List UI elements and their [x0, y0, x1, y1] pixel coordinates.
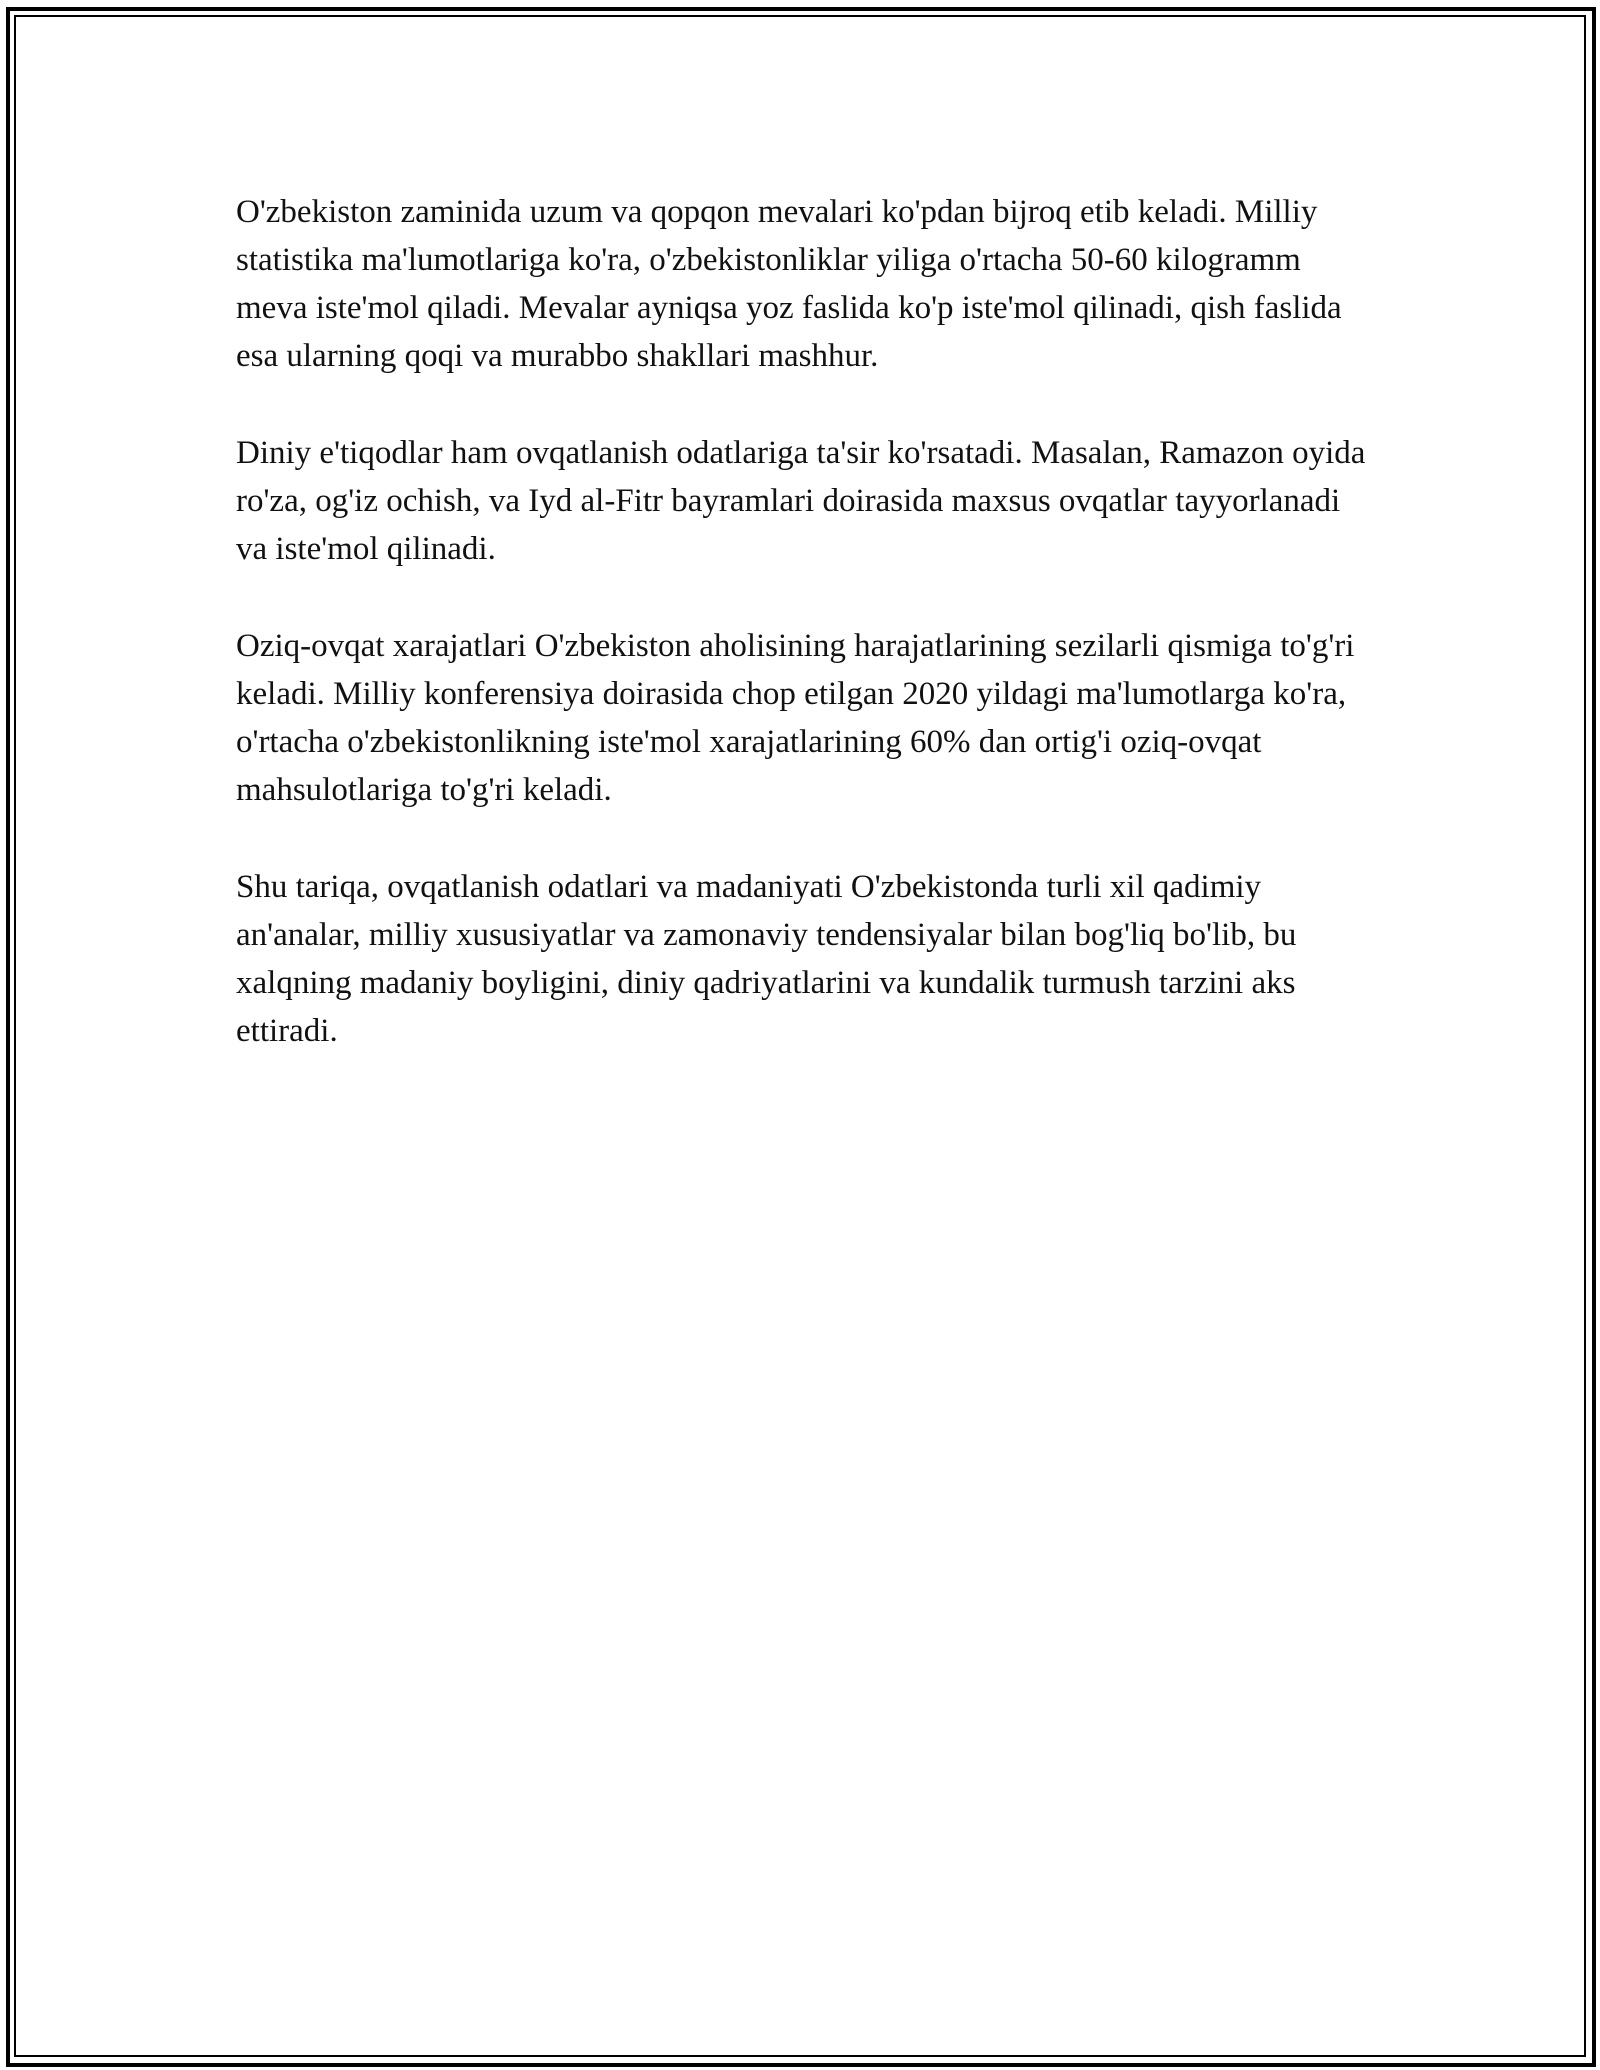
paragraph-3: Oziq-ovqat xarajatlari O'zbekiston aholisining harajatlarining sezilarli qismiga to'g'ri keladi. Milliy konferensiya doirasida chop etilgan 2020 yildagi ma'lumotlarga ko'ra, o'rtacha o'zbekistonlikning iste'mol xarajatlarining 60% dan ortig'i oziq-ovqat mahsulotlariga to'g'ri keladi. — [236, 628, 1355, 808]
document-body — [236, 188, 1376, 1104]
paragraph-2: Diniy e'tiqodlar ham ovqatlanish odatlariga ta'sir ko'rsatadi. Masalan, Ramazon oyida ro'za, og'iz ochish, va Iyd al-Fitr bayramlari doirasida maxsus ovqatlar tayyorlanadi va iste'mol qilinadi. — [236, 435, 1366, 567]
paragraph-4: Shu tariqa, ovqatlanish odatlari va madaniyati O'zbekistonda turli xil qadimiy an'analar, milliy xususiyatlar va zamonaviy tendensiyalar bilan bog'liq bo'lib, bu xalqning madaniy boyligini, diniy qadriyatlarini va kundalik turmush tarzini aks ettiradi. — [236, 869, 1297, 1049]
paragraph-1: O'zbekiston zaminida uzum va qopqon mevalari ko'pdan bijroq etib keladi. Milliy statistika ma'lumotlariga ko'ra, o'zbekistonliklar yiliga o'rtacha 50-60 kilogramm meva iste'mol qiladi. Mevalar ayniqsa yoz faslida ko'p iste'mol qilinadi, qish faslida esa ularning qoqi va murabbo shakllari mashhur. — [236, 194, 1342, 374]
